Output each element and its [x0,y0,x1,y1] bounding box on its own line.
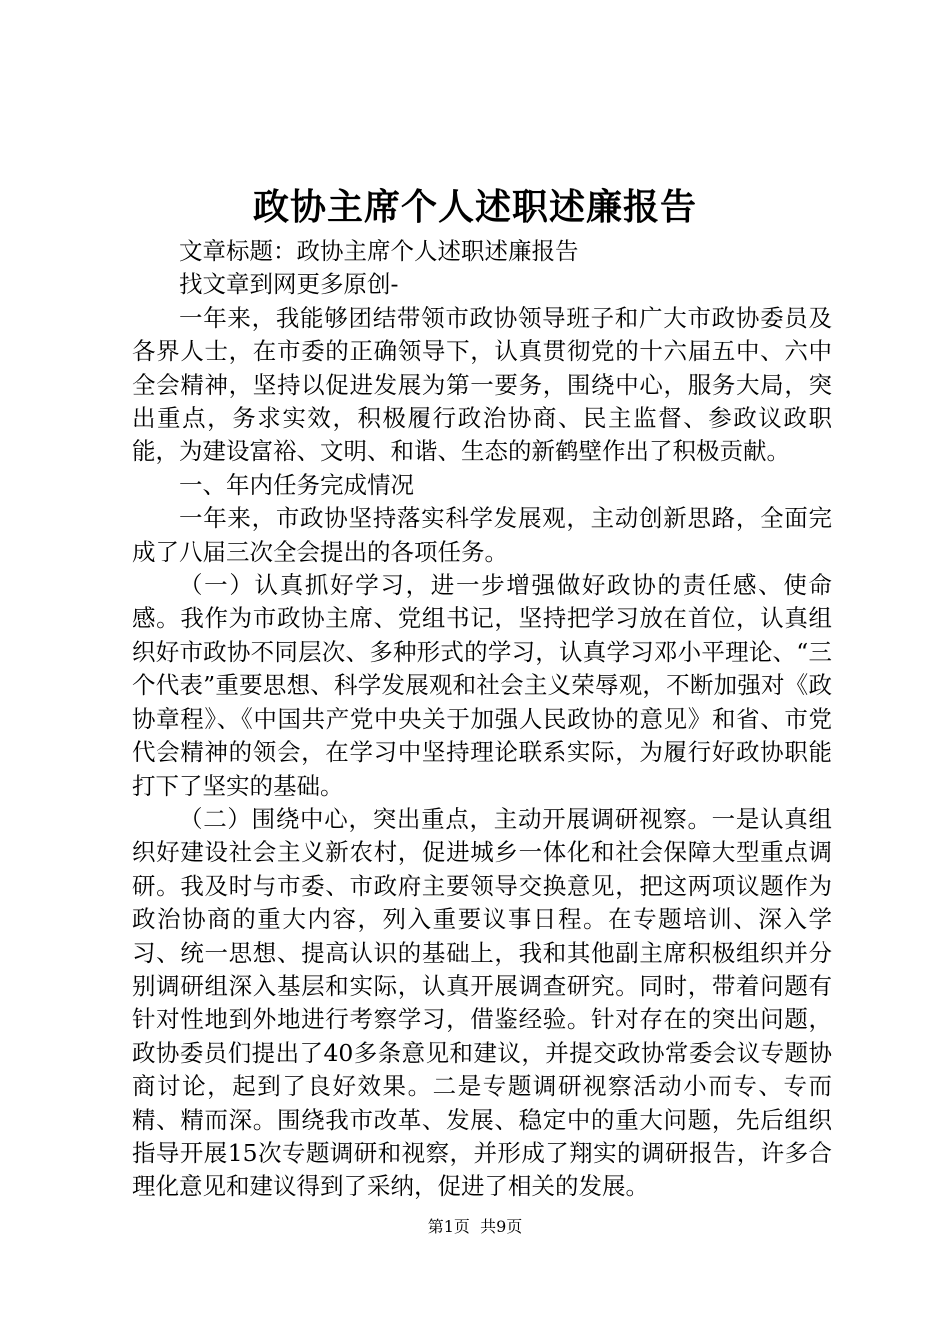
paragraph-intro: 一年来，我能够团结带领市政协领导班子和广大市政协委员及各界人士，在市委的正确领导下，认真贯彻党的十六届五中、六中全会精神，坚持以促进发展为第一要务，围绕中心，服务大局，突出重点，务求实效，积极履行政治协商、民主监督、参政议政职能，为建设富裕、文明、和谐、生态的新鹤壁作出了积极贡献。 [132,303,832,466]
document-body [132,235,832,1204]
paragraph-summary: 一年来，市政协坚持落实科学发展观，主动创新思路，全面完成了八届三次全会提出的各项任务。 [132,504,832,566]
paragraph-item-1: （一）认真抓好学习，进一步增强做好政协的责任感、使命感。我作为市政协主席、党组书记，坚持把学习放在首位，认真组织好市政协不同层次、多种形式的学习，认真学习邓小平理论、“三个代表”重要思想、科学发展观和社会主义荣辱观，不断加强对《政协章程》、《中国共产党中央关于加强人民政协的意见》和省、市党代会精神的领会，在学习中坚持理论联系实际，为履行好政协职能打下了坚实的基础。 [132,571,832,800]
article-title-line: 文章标题：政协主席个人述职述廉报告 [179,237,579,265]
page-number: 第1页 共9页 [427,1217,523,1236]
document-title: 政协主席个人述职述廉报告 [252,186,697,228]
paragraph-item-2: （二）围绕中心，突出重点，主动开展调研视察。一是认真组织好建设社会主义新农村，促进城乡一体化和社会保障大型重点调研。我及时与市委、市政府主要领导交换意见，把这两项议题作为政治协商的重大内容，列入重要议事日程。在专题培训、深入学习、统一思想、提高认识的基础上，我和其他副主席积极组织并分别调研组深入基层和实际，认真开展调查研究。同时，带着问题有针对性地到外地进行考察学习，借鉴经验。针对存在的突出问题，政协委员们提出了40多条意见和建议，并提交政协常委会议专题协商讨论，起到了良好效果。二是专题调研视察活动小而专、专而精、精而深。围绕我市改革、发展、稳定中的重大问题，先后组织指导开展15次专题调研和视察，并形成了翔实的调研报告，许多合理化意见和建议得到了采纳，促进了相关的发展。 [132,804,832,1201]
page-footer [0,1216,950,1238]
section-heading: 一、年内任务完成情况 [179,470,414,499]
source-line: 找文章到网更多原创- [179,270,399,299]
